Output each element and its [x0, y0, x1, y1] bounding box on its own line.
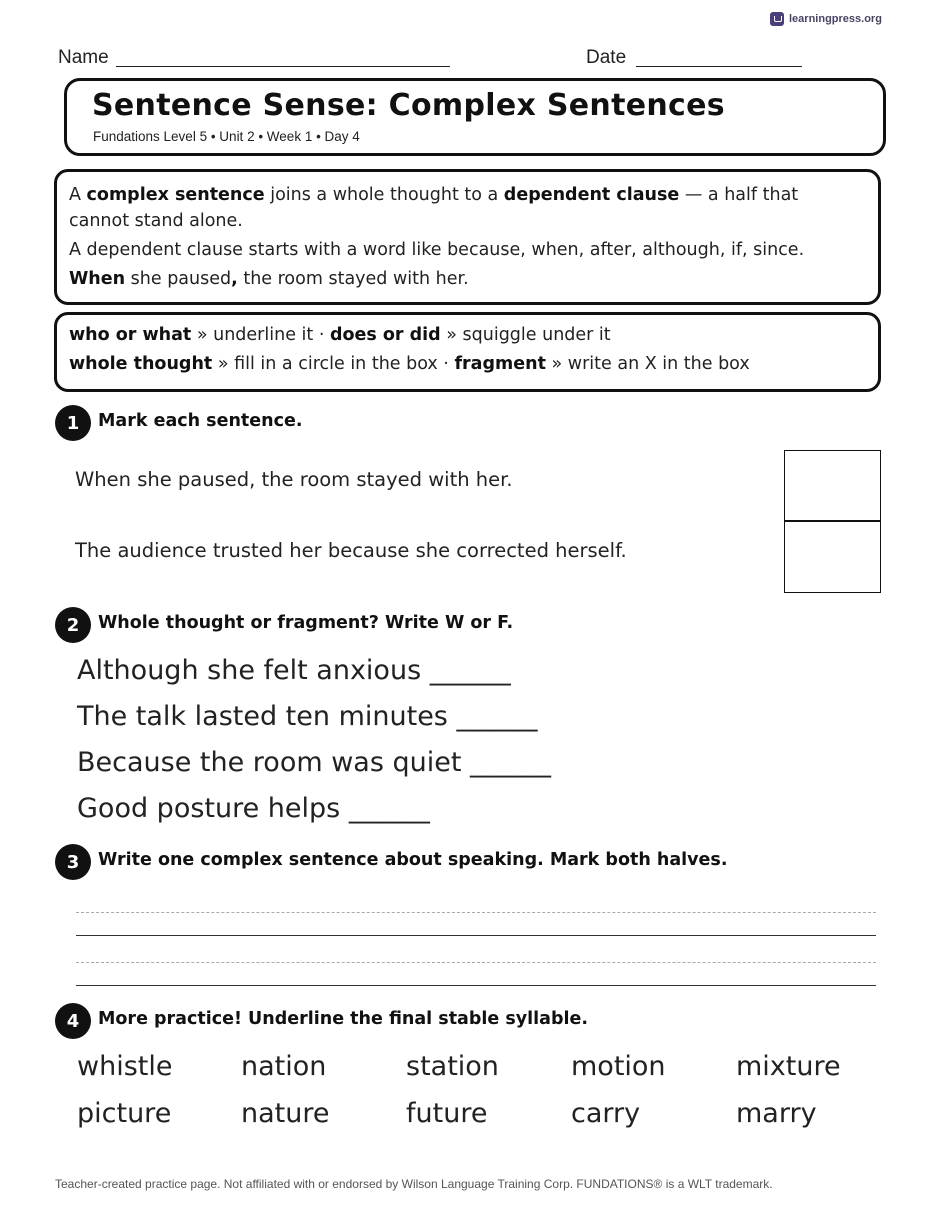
word-station[interactable]: station: [406, 1051, 499, 1082]
name-label: Name: [58, 47, 109, 68]
writing-baseline-1[interactable]: [76, 935, 876, 936]
question-3-prompt: Write one complex sentence about speaking. Mark both halves.: [98, 850, 728, 870]
word-picture[interactable]: picture: [77, 1098, 172, 1129]
date-field[interactable]: [636, 66, 802, 67]
question-1-prompt: Mark each sentence.: [98, 411, 303, 431]
question-4-number: 4: [55, 1003, 91, 1039]
word-nature[interactable]: nature: [241, 1098, 330, 1129]
example-sentence: When she paused, the room stayed with her.: [69, 269, 469, 289]
word-mixture[interactable]: mixture: [736, 1051, 841, 1082]
word-whistle[interactable]: whistle: [77, 1051, 173, 1082]
writing-midline-1: [76, 912, 876, 913]
marking-key-line-2: whole thought » fill in a circle in the box · fragment » write an X in the box: [69, 354, 750, 374]
question-4-prompt: More practice! Underline the final stable syllable.: [98, 1009, 589, 1029]
marking-key-box: [54, 312, 881, 392]
question-1-number: 1: [55, 405, 91, 441]
footer-disclaimer: Teacher-created practice page. Not affiliated with or endorsed by Wilson Language Training Corp. FUNDATIONS® is a WLT trademark.: [55, 1177, 773, 1191]
dependent-clause-text: A dependent clause starts with a word like because, when, after, although, if, since.: [69, 240, 805, 260]
word-carry[interactable]: carry: [571, 1098, 641, 1129]
page-title: Sentence Sense: Complex Sentences: [92, 88, 725, 123]
word-future[interactable]: future: [406, 1098, 488, 1129]
question-2-prompt: Whole thought or fragment? Write W or F.: [98, 613, 514, 633]
writing-baseline-2[interactable]: [76, 985, 876, 986]
q1-sentence-1: When she paused, the room stayed with her.: [75, 468, 513, 491]
brand-name: learningpress.org: [789, 13, 882, 25]
name-field[interactable]: [116, 66, 450, 67]
writing-midline-2: [76, 962, 876, 963]
definition-text: A complex sentence joins a whole thought to a dependent clause — a half that cannot stand alone.: [69, 185, 799, 231]
q2-item-1: Although she felt anxious ______: [77, 655, 511, 686]
question-3-number: 3: [55, 844, 91, 880]
word-motion[interactable]: motion: [571, 1051, 666, 1082]
q1-answer-box-1[interactable]: [784, 450, 881, 522]
learningpress-logo-icon: [770, 12, 784, 26]
marking-key-line-1: who or what » underline it · does or did » squiggle under it: [69, 325, 611, 345]
q2-item-4: Good posture helps ______: [77, 793, 430, 824]
brand: [770, 12, 882, 26]
question-2-number: 2: [55, 607, 91, 643]
word-marry[interactable]: marry: [736, 1098, 817, 1129]
q1-sentence-2: The audience trusted her because she corrected herself.: [75, 539, 627, 562]
date-label: Date: [586, 47, 627, 68]
q2-item-2: The talk lasted ten minutes ______: [77, 701, 538, 732]
q1-answer-box-2[interactable]: [784, 520, 881, 593]
page-subtitle: Fundations Level 5 • Unit 2 • Week 1 • Day 4: [93, 129, 360, 144]
q2-item-3: Because the room was quiet ______: [77, 747, 552, 778]
word-nation[interactable]: nation: [241, 1051, 327, 1082]
